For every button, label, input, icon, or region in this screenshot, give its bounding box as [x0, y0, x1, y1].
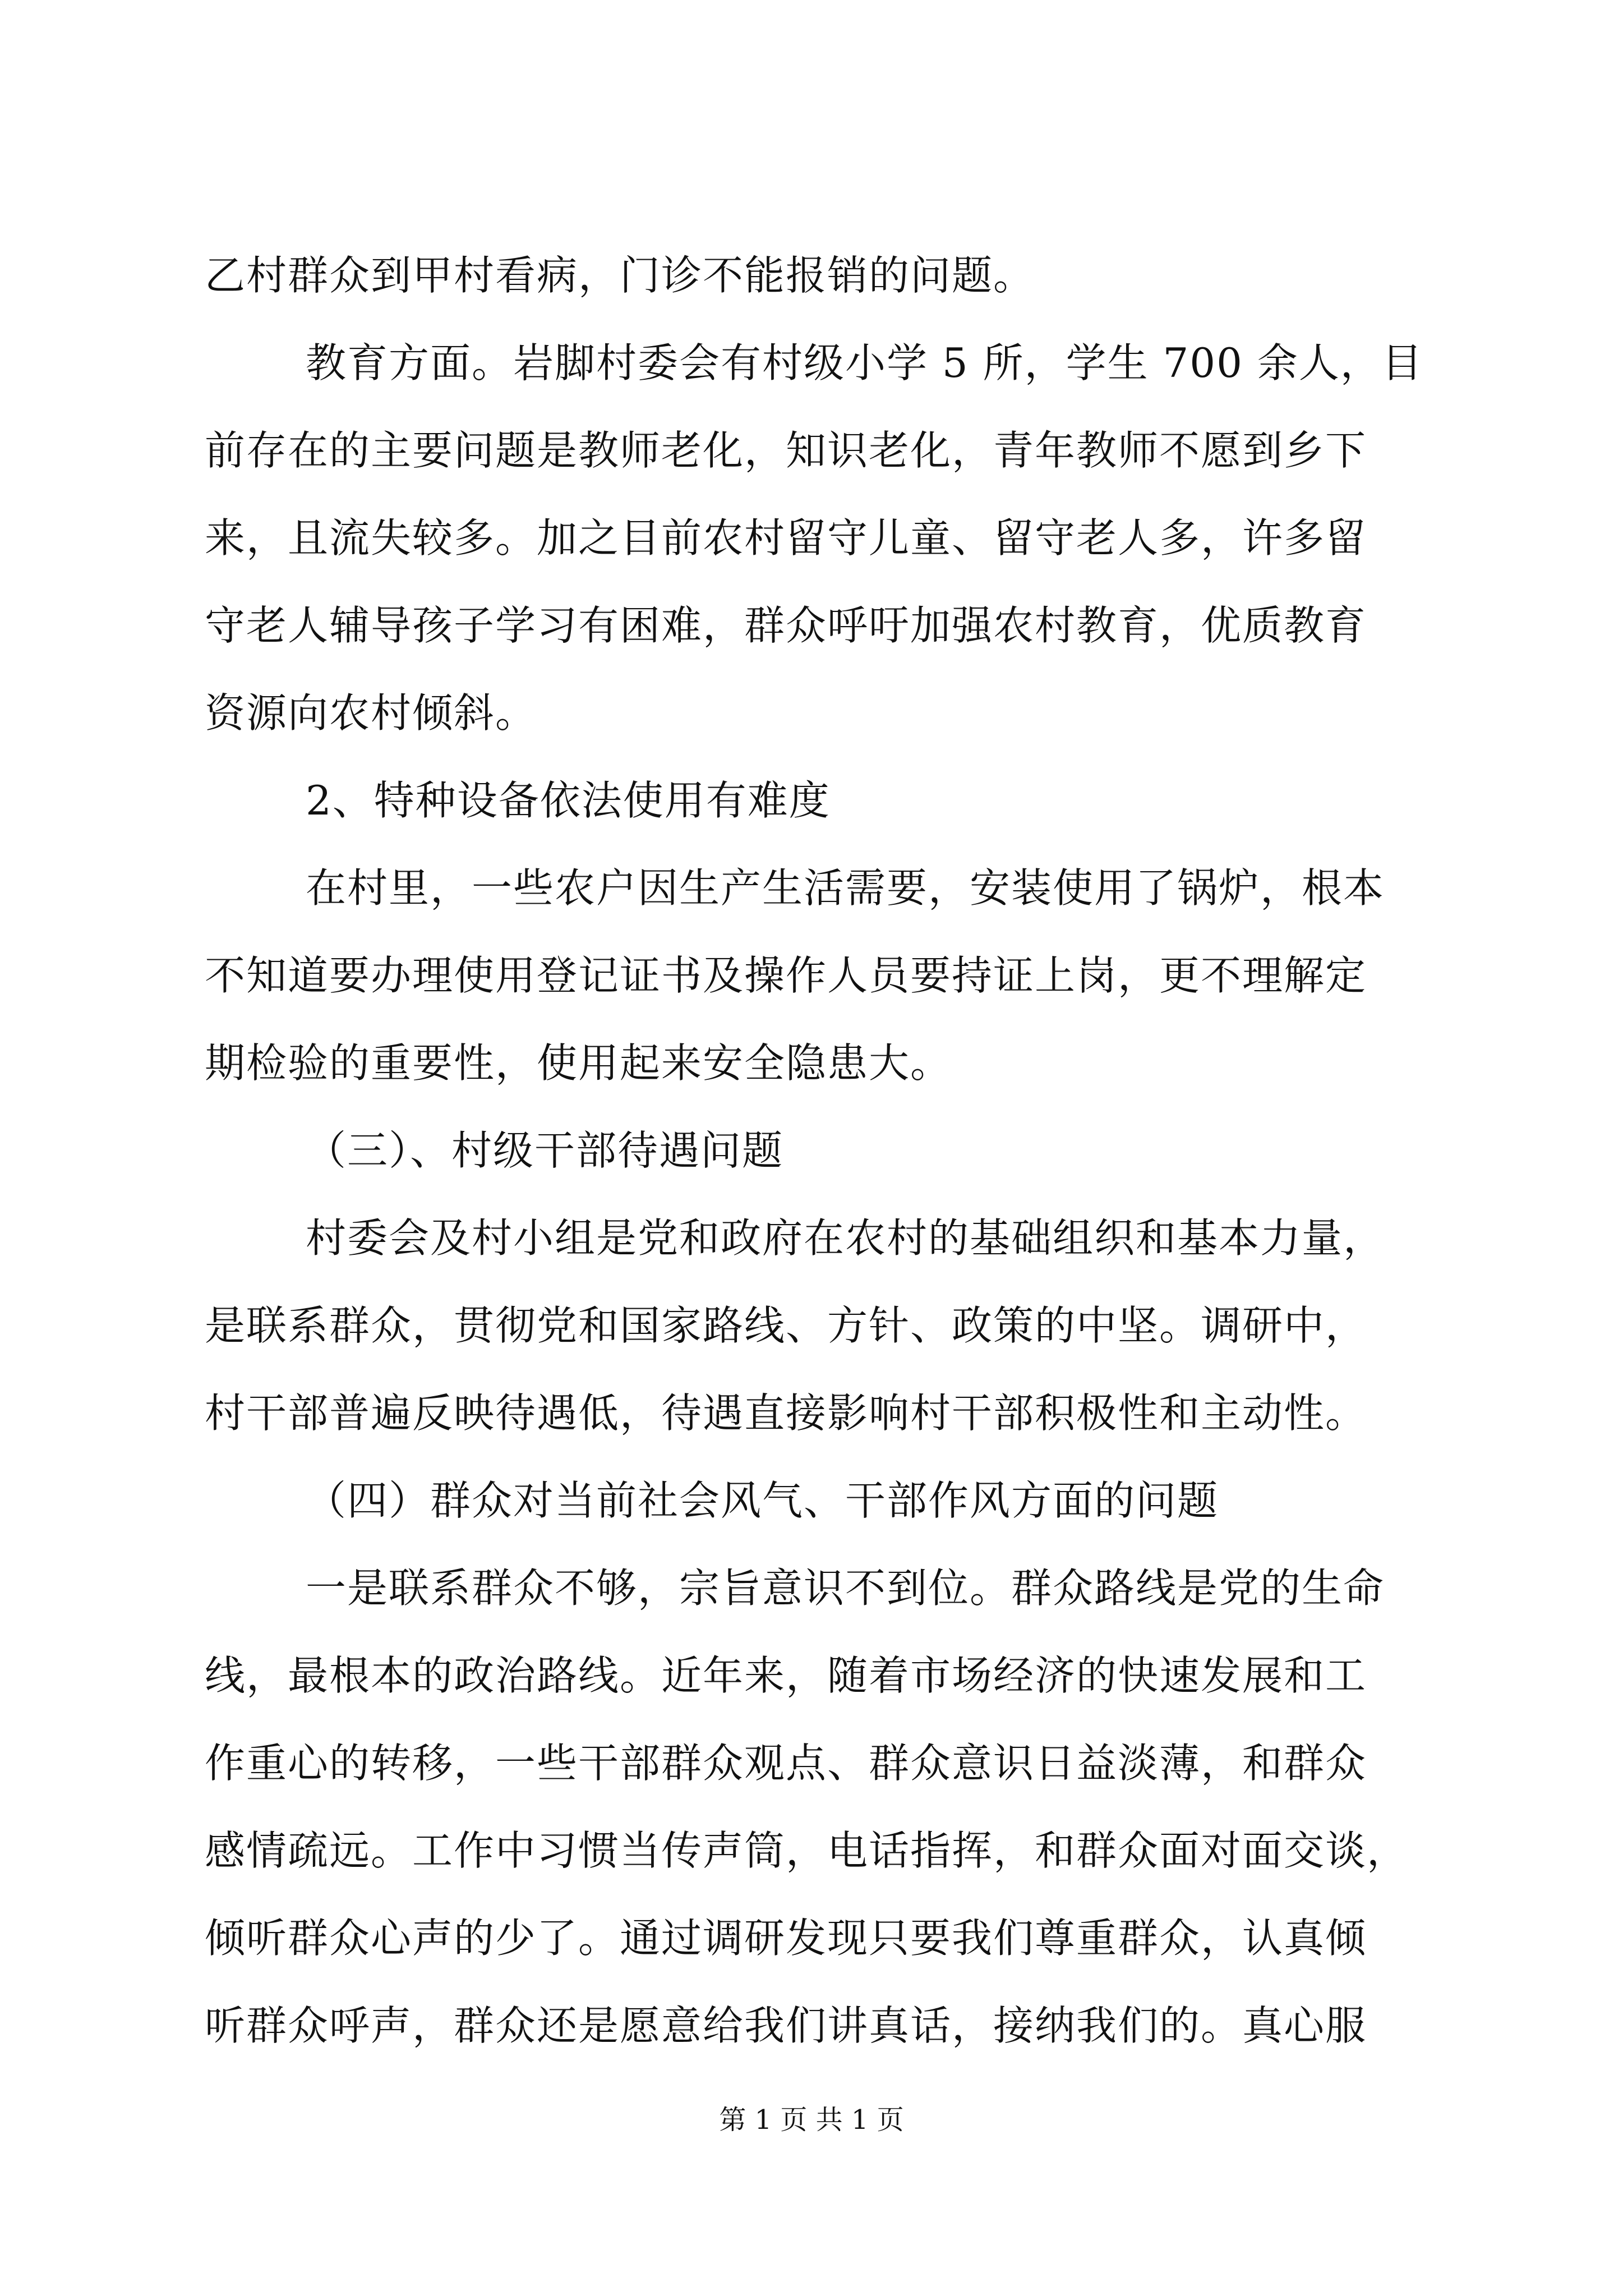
section-heading-2: 2、特种设备依法使用有难度 — [306, 777, 831, 824]
body-line-2: 教育方面。岩脚村委会有村级小学 5 所，学生 700 余人，目 — [306, 339, 1423, 386]
body-line-13: 是联系群众，贯彻党和国家路线、方针、政策的中坚。调研中， — [205, 1302, 1367, 1349]
body-line-12: 村委会及村小组是党和政府在农村的基础组织和基本力量， — [306, 1214, 1385, 1262]
body-line-5: 守老人辅导孩子学习有困难，群众呼吁加强农村教育，优质教育 — [205, 602, 1367, 649]
body-line-9: 不知道要办理使用登记证书及操作人员要持证上岗，更不理解定 — [205, 952, 1367, 999]
body-line-10: 期检验的重要性，使用起来安全隐患大。 — [205, 1039, 952, 1087]
page-footer: 第 1 页 共 1 页 — [719, 2104, 904, 2136]
body-line-14: 村干部普遍反映待遇低，待遇直接影响村干部积极性和主动性。 — [205, 1389, 1367, 1437]
body-line-16: 一是联系群众不够，宗旨意识不到位。群众路线是党的生命 — [306, 1565, 1385, 1612]
body-line-18: 作重心的转移，一些干部群众观点、群众意识日益淡薄，和群众 — [205, 1740, 1367, 1787]
body-line-3: 前存在的主要问题是教师老化，知识老化，青年教师不愿到乡下 — [205, 427, 1367, 474]
body-line-8: 在村里，一些农户因生产生活需要，安装使用了锅炉，根本 — [306, 864, 1385, 912]
body-line-4: 来，且流失较多。加之目前农村留守儿童、留守老人多，许多留 — [205, 514, 1367, 562]
body-line-6: 资源向农村倾斜。 — [205, 689, 537, 737]
body-line-19: 感情疏远。工作中习惯当传声筒，电话指挥，和群众面对面交谈， — [205, 1827, 1409, 1874]
body-line-20: 倾听群众心声的少了。通过调研发现只要我们尊重群众，认真倾 — [205, 1915, 1367, 1962]
body-line-17: 线，最根本的政治路线。近年来，随着市场经济的快速发展和工 — [205, 1652, 1367, 1699]
section-heading-4: （四）群众对当前社会风气、干部作风方面的问题 — [306, 1477, 1219, 1524]
section-heading-3: （三）、村级干部待遇问题 — [306, 1127, 784, 1174]
body-line-1: 乙村群众到甲村看病，门诊不能报销的问题。 — [205, 252, 1035, 299]
body-line-21: 听群众呼声，群众还是愿意给我们讲真话，接纳我们的。真心服 — [205, 2002, 1367, 2049]
